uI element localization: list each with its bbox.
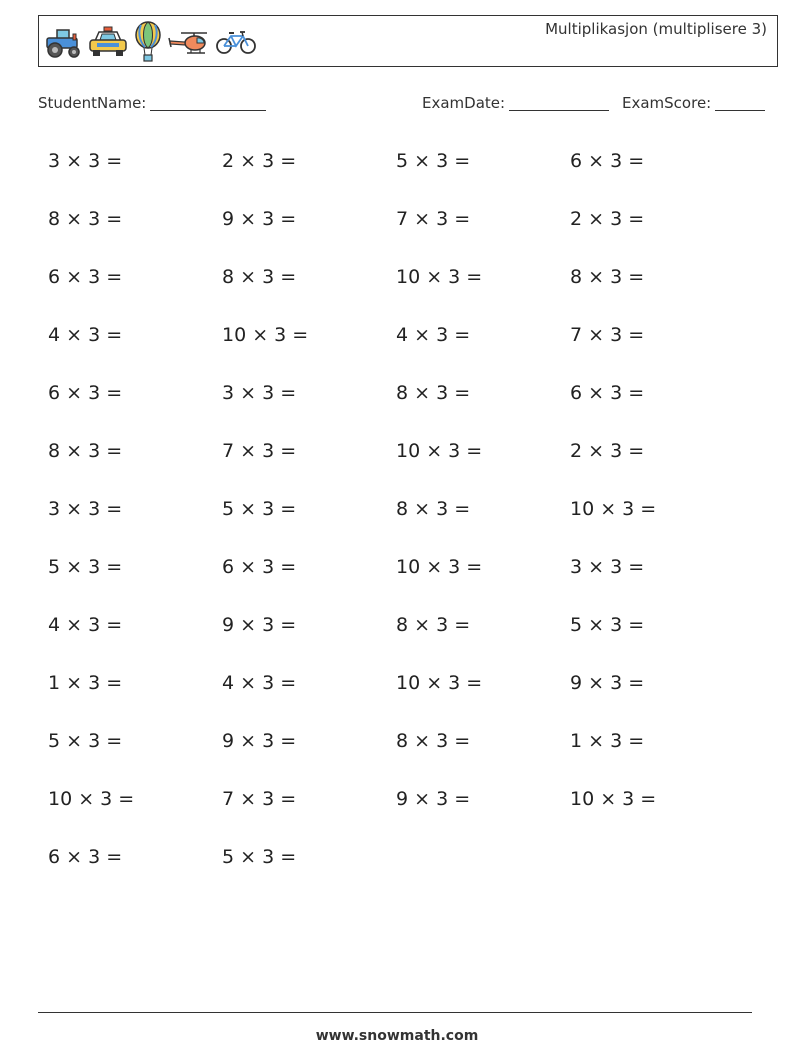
problem-item: 6 × 3 =	[48, 846, 123, 868]
worksheet-header	[38, 15, 778, 67]
problem-item: 8 × 3 =	[396, 498, 471, 520]
police-car-icon	[87, 25, 129, 59]
problem-item: 8 × 3 =	[48, 208, 123, 230]
hot-air-balloon-icon	[133, 21, 163, 63]
problem-item: 5 × 3 =	[48, 730, 123, 752]
helicopter-icon	[167, 27, 211, 57]
problem-item: 7 × 3 =	[222, 440, 297, 462]
problem-item: 7 × 3 =	[396, 208, 471, 230]
problem-item: 5 × 3 =	[570, 614, 645, 636]
exam-score-field	[622, 94, 765, 112]
problem-item: 9 × 3 =	[396, 788, 471, 810]
footer-url: www.snowmath.com	[315, 1028, 479, 1044]
problem-item: 4 × 3 =	[48, 614, 123, 636]
problem-item: 3 × 3 =	[48, 498, 123, 520]
problem-item: 4 × 3 =	[48, 324, 123, 346]
header-icons	[43, 21, 257, 63]
exam-score-blank[interactable]	[715, 95, 765, 111]
problem-item: 4 × 3 =	[396, 324, 471, 346]
problem-item: 3 × 3 =	[222, 382, 297, 404]
problem-item: 6 × 3 =	[48, 382, 123, 404]
problem-item: 8 × 3 =	[396, 730, 471, 752]
problem-item: 6 × 3 =	[48, 266, 123, 288]
problem-item: 5 × 3 =	[222, 846, 297, 868]
problem-item: 8 × 3 =	[222, 266, 297, 288]
worksheet-title: Multiplikasjon (multiplisere 3)	[545, 20, 767, 38]
problem-item: 10 × 3 =	[570, 498, 657, 520]
problem-item: 10 × 3 =	[48, 788, 135, 810]
student-name-label: StudentName:	[38, 94, 147, 112]
exam-date-field	[422, 94, 609, 112]
exam-score-label: ExamScore:	[622, 94, 712, 112]
problem-item: 6 × 3 =	[570, 382, 645, 404]
problem-item: 1 × 3 =	[48, 672, 123, 694]
problem-item: 5 × 3 =	[396, 150, 471, 172]
problem-item: 10 × 3 =	[396, 266, 483, 288]
problem-item: 9 × 3 =	[222, 614, 297, 636]
problem-item: 2 × 3 =	[570, 208, 645, 230]
problem-item: 5 × 3 =	[222, 498, 297, 520]
problem-item: 8 × 3 =	[570, 266, 645, 288]
problem-item: 6 × 3 =	[570, 150, 645, 172]
problem-item: 9 × 3 =	[222, 208, 297, 230]
footer-divider	[38, 1012, 752, 1013]
exam-date-label: ExamDate:	[422, 94, 506, 112]
problem-item: 9 × 3 =	[222, 730, 297, 752]
problem-item: 1 × 3 =	[570, 730, 645, 752]
problem-item: 2 × 3 =	[570, 440, 645, 462]
problem-item: 4 × 3 =	[222, 672, 297, 694]
problem-item: 8 × 3 =	[48, 440, 123, 462]
problem-item: 3 × 3 =	[570, 556, 645, 578]
problem-item: 8 × 3 =	[396, 382, 471, 404]
bicycle-icon	[215, 28, 257, 56]
tractor-icon	[43, 26, 83, 58]
problem-item: 10 × 3 =	[396, 672, 483, 694]
problem-item: 10 × 3 =	[570, 788, 657, 810]
problem-item: 7 × 3 =	[222, 788, 297, 810]
student-name-blank[interactable]	[150, 95, 266, 111]
problem-item: 10 × 3 =	[222, 324, 309, 346]
problem-item: 9 × 3 =	[570, 672, 645, 694]
problem-item: 6 × 3 =	[222, 556, 297, 578]
problem-grid	[48, 140, 748, 894]
exam-date-blank[interactable]	[509, 95, 609, 111]
problem-item: 2 × 3 =	[222, 150, 297, 172]
problem-item: 10 × 3 =	[396, 440, 483, 462]
problem-item: 10 × 3 =	[396, 556, 483, 578]
problem-item: 3 × 3 =	[48, 150, 123, 172]
problem-item: 7 × 3 =	[570, 324, 645, 346]
problem-item: 8 × 3 =	[396, 614, 471, 636]
student-name-field	[38, 94, 266, 112]
problem-item: 5 × 3 =	[48, 556, 123, 578]
